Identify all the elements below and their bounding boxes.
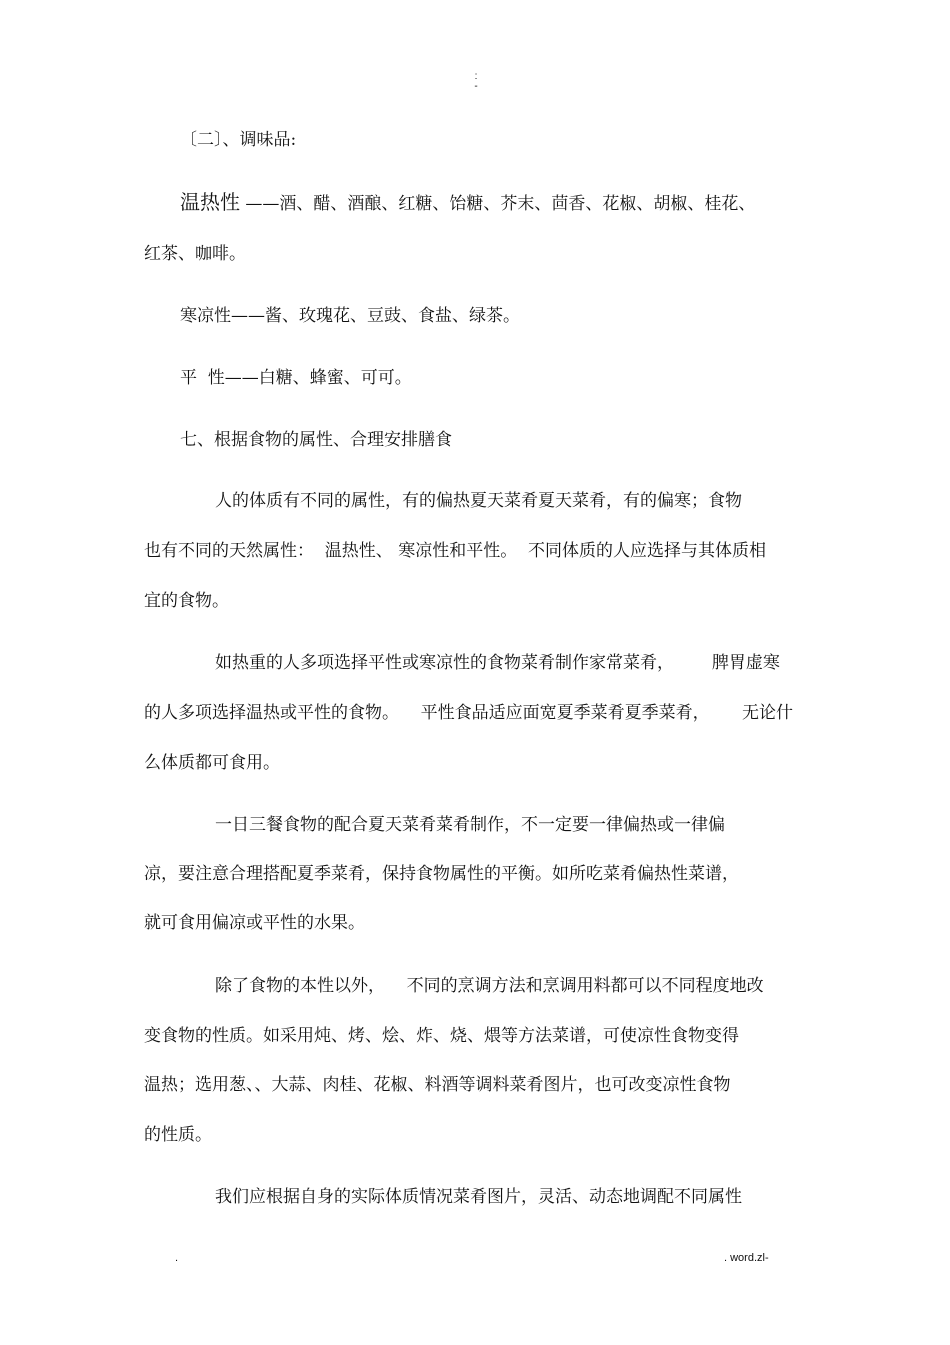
p2-line-1: 如热重的人多项选择平性或寒凉性的食物菜肴制作家常菜肴， 脾胃虚寒 [215,653,780,673]
p4-line-4: 的性质。 [144,1125,212,1145]
heading-seven: 七、根据食物的属性、合理安排膳食 [180,430,452,450]
p3-line-2: 凉，要注意合理搭配夏季菜肴，保持食物属性的平衡。如所吃菜肴偏热性菜谱， [144,864,739,884]
p3-line-1: 一日三餐食物的配合夏天菜肴菜肴制作，不一定要一律偏热或一律偏 [215,815,725,835]
p3-line-3: 就可食用偏凉或平性的水果。 [144,913,365,933]
p4-line-1: 除了食物的本性以外， 不同的烹调方法和烹调用料都可以不同程度地改 [215,976,764,996]
header-top-mark: : [474,71,478,82]
p2-line-3: 么体质都可食用。 [144,753,280,773]
page-header-mark [470,72,482,92]
p4-line-3: 温热；选用葱、、大蒜、肉桂、花椒、料酒等调料菜肴图片，也可改变凉性食物 [144,1075,731,1095]
p2-line-2: 的人多项选择温热或平性的食物。 平性食品适应面宽夏季菜肴夏季菜肴， 无论什 [144,703,794,723]
p4-line-2: 变食物的性质。如采用炖、烤、烩、炸、烧、煨等方法菜谱，可使凉性食物变得 [144,1026,739,1046]
p1-line-1: 人的体质有不同的属性，有的偏热夏天菜肴夏天菜肴，有的偏寒；食物 [215,491,742,511]
p5-line-1: 我们应根据自身的实际体质情况菜肴图片，灵活、动态地调配不同属性 [215,1187,742,1207]
warm-line-2: 红茶、咖啡。 [144,244,246,264]
cold-line: 寒凉性——酱、玫瑰花、豆豉、食盐、绿茶。 [180,306,520,326]
p1-line-3: 宜的食物。 [144,591,229,611]
header-bottom-mark: - [474,81,478,92]
warm-items: ——酒、醋、酒酿、红糖、饴糖、芥末、茴香、花椒、胡椒、桂花、 [245,194,756,214]
warm-line-1 [180,190,755,216]
footer-left-mark: . [175,1252,179,1264]
p1-line-2: 也有不同的天然属性： 温热性、 寒凉性和平性。 不同体质的人应选择与其体质相 [144,541,767,561]
neutral-line: 平 性——白糖、蜂蜜、可可。 [180,368,412,388]
footer-source: . word.zl- [724,1252,769,1264]
warm-label: 温热性 [180,190,240,214]
section-title: 〔二〕、调味品: [180,130,297,150]
